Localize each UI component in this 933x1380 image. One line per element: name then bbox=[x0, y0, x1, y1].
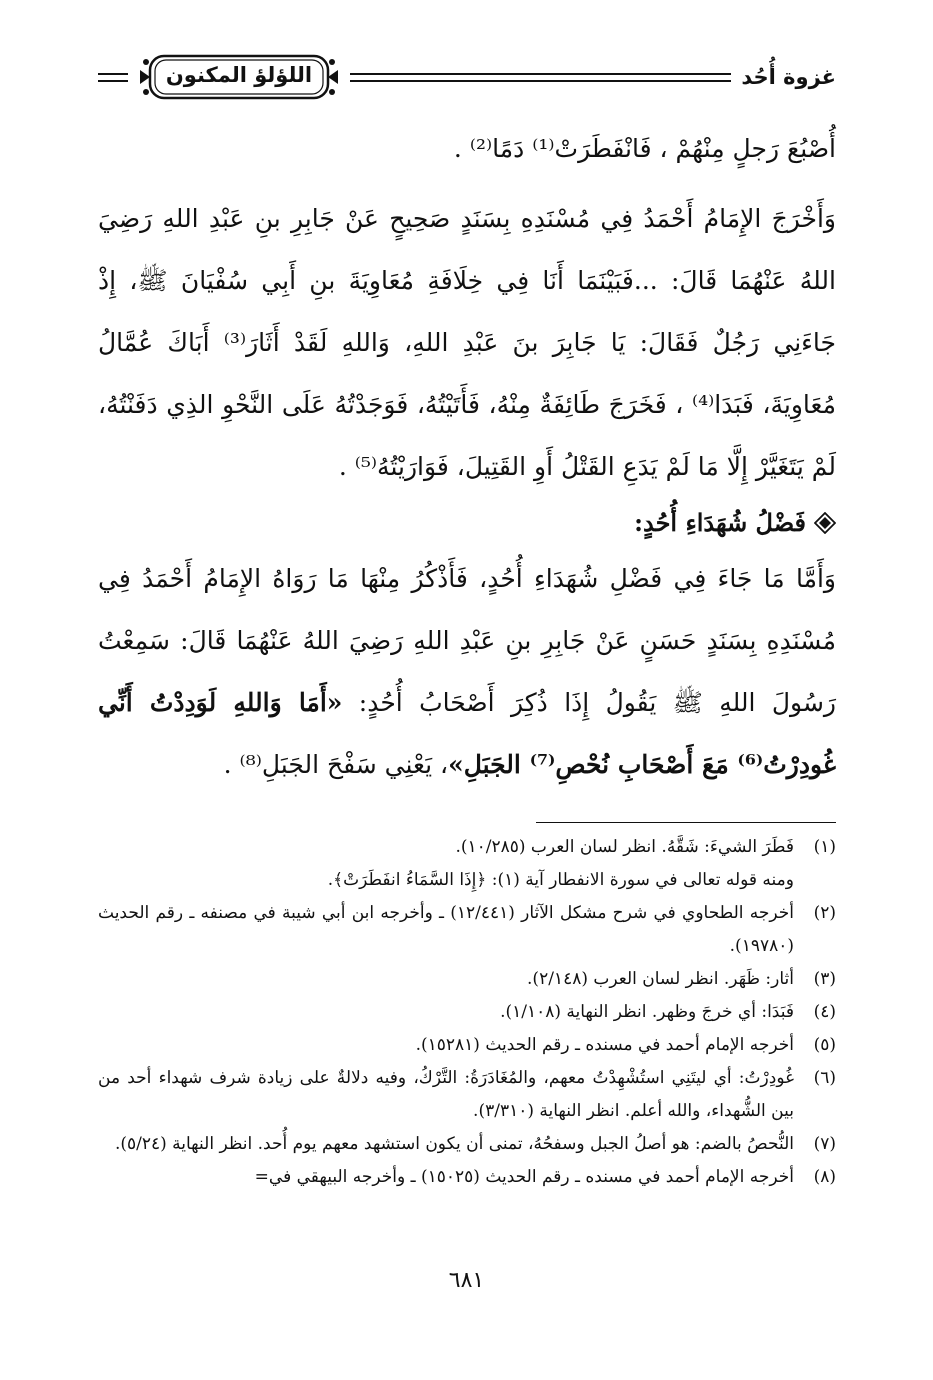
paragraph-martyrs-virtue bbox=[98, 548, 836, 796]
footnote-text-continued: ومنه قوله تعالى في سورة الانفطار آية (١): ﴿إِذَا السَّمَاءُ انفَطَرَتْ﴾. bbox=[327, 870, 794, 890]
footnote-number: (٤) bbox=[813, 1002, 836, 1022]
footnote-text: النُّحصُ بالضم: هو أصلُ الجبل وسفحُهُ، تمنى أن يكون استشهد معهم يوم أُحد. انظر النهاية (٥/٢٤). bbox=[114, 1134, 794, 1154]
footnote-text: أخرجه الإمام أحمد في مسنده ـ رقم الحديث (١٥٠٢٥) ـ وأخرجه البيهقي في= bbox=[254, 1167, 794, 1187]
hadith-quote: «أَمَا وَاللهِ لَوَدِدْتُ أَنِّي غُودِرْتُ⁽⁶⁾ مَعَ أَصْحَابِ نُحْصِ⁽⁷⁾ الجَبَلِ» bbox=[98, 688, 836, 779]
footnote bbox=[98, 1128, 836, 1161]
footnote bbox=[98, 963, 836, 996]
footnote-separator bbox=[536, 822, 836, 823]
section-heading bbox=[98, 498, 836, 548]
footnote bbox=[98, 996, 836, 1029]
book-title-badge bbox=[136, 50, 342, 104]
running-header bbox=[98, 48, 836, 106]
footnote bbox=[98, 897, 836, 963]
footnote-number: (٨) bbox=[813, 1167, 836, 1187]
footnote-number: (٣) bbox=[813, 969, 836, 989]
page-number: ٦٨١ bbox=[448, 1268, 485, 1293]
footnote-number: (١) bbox=[813, 837, 836, 857]
footnote bbox=[98, 1062, 836, 1128]
footnote-text: فَبَدَا: أي خرجَ وظهر. انظر النهاية (١/١٠٨). bbox=[500, 1002, 794, 1022]
book-title: اللؤلؤ المكنون bbox=[165, 63, 313, 87]
chapter-title: غزوة أُحُد bbox=[741, 65, 836, 89]
footnote bbox=[98, 1029, 836, 1062]
footnote-number: (٢) bbox=[813, 903, 836, 923]
footnote-text: غُودِرْتُ: أي ليتَنِي استُشْهِدْتُ معهم، والمُغَادَرَةُ: التَّرْكُ، وفيه دلالةٌ على زيادة شرف شهداء أحد من بين الشُّهداء، والله أعلم. انظر النهاية (٣/٣١٠). bbox=[98, 1068, 794, 1121]
footnote bbox=[98, 1161, 836, 1194]
paragraph-tail: ، يَعْنِي سَفْحَ الجَبَلِ⁽⁸⁾ . bbox=[223, 750, 449, 779]
footnote bbox=[98, 831, 836, 864]
footnote-number: (٦) bbox=[813, 1068, 836, 1088]
section-heading-text: فَضْلُ شُهَدَاءِ أُحُدٍ: bbox=[634, 508, 806, 537]
footnotes bbox=[98, 831, 836, 1194]
footnote-number: (٧) bbox=[813, 1134, 836, 1154]
main-text bbox=[98, 118, 836, 1194]
footnote-text: أخرجه الإمام أحمد في مسنده ـ رقم الحديث (١٥٢٨١). bbox=[415, 1035, 794, 1055]
paragraph-continuation: أُصْبُعَ رَجلٍ مِنْهُمْ ، فَانْفَطَرَتْ⁽¹⁾ دَمًا⁽²⁾ . bbox=[453, 134, 836, 163]
footnote-text: أخرجه الطحاوي في شرح مشكل الآثار (١٢/٤٤١) ـ وأخرجه ابن أبي شيبة في مصنفه ـ رقم الحديث (١٩٧٨٠). bbox=[98, 903, 794, 956]
paragraph-jabir-narration: وَأَخْرَجَ الإِمَامُ أَحْمَدُ فِي مُسْنَدِهِ بِسَنَدٍ صَحِيحٍ عَنْ جَابِرِ بنِ عَبْدِ اللهِ رَضِيَ اللهُ عَنْهُمَا قَالَ: ...فَبَيْنَمَا أَنَا فِي خِلَافَةِ مُعَاوِيَةَ بنِ أَبِي سُفْيَانَ ﷺ، إِذْ جَاءَنِي رَجُلٌ فَقَالَ: يَا جَابِرَ بنَ عَبْدِ اللهِ، وَاللهِ لَقَدْ أَثَارَ⁽³⁾ أَبَاكَ عُمَّالُ مُعَاوِيَةَ، فَبَدَا⁽⁴⁾ ، فَخَرَجَ طَائِفَةٌ مِنْهُ، فَأَتَيْتُهُ، فَوَجَدْتُهُ عَلَى النَّحْوِ الذِي دَفَنْتُهُ، لَمْ يَتَغَيَّرْ إِلَّا مَا لَمْ يَدَعِ القَتْلُ أَوِ القَتِيلَ، فَوَارَيْتُهُ⁽⁵⁾ . bbox=[98, 204, 837, 481]
header-rule-right bbox=[350, 73, 731, 82]
header-rule-left bbox=[98, 73, 128, 82]
flower-bullet-icon bbox=[814, 512, 836, 534]
paragraph-intro: وَأَمَّا مَا جَاءَ فِي فَضْلِ شُهَدَاءِ أُحُدٍ، فَأَذْكُرُ مِنْهَا مَا رَوَاهُ الإِمَامُ أَحْمَدُ فِي مُسْنَدِهِ بِسَنَدٍ حَسَنٍ عَنْ جَابِرِ بنِ عَبْدِ اللهِ رَضِيَ اللهُ عَنْهُمَا قَالَ: سَمِعْتُ رَسُولَ اللهِ ﷺ يَقُولُ إِذَا ذُكِرَ أَصْحَابُ أُحُدٍ: bbox=[98, 564, 836, 717]
footnote-number: (٥) bbox=[813, 1035, 836, 1055]
footnote-text: أثار: ظَهَر. انظر لسان العرب (٢/١٤٨). bbox=[527, 969, 794, 989]
footnote-text: فَطَرَ الشيءَ: شَقَّهُ. انظر لسان العرب (١٠/٢٨٥). bbox=[455, 837, 794, 857]
